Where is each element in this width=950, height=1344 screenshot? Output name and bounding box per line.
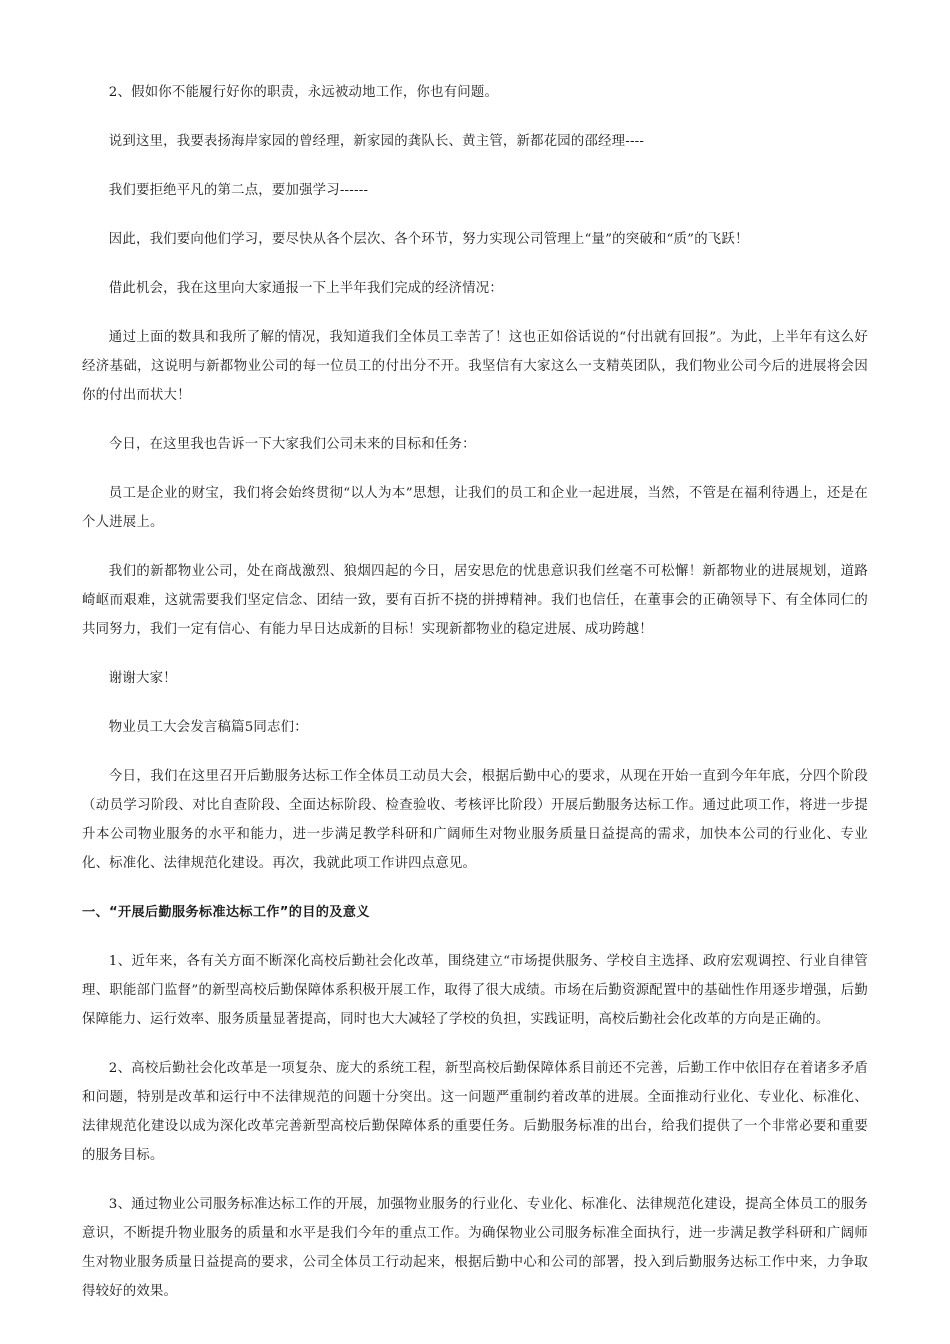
paragraph: 因此，我们要向他们学习，要尽快从各个层次、各个环节，努力实现公司管理上“量”的突破和“质”的飞跃！: [108, 232, 749, 247]
paragraph: 1、近年来，各有关方面不断深化高校后勤社会化改革，围绕建立“市场提供服务、学校自主选择、政府宏观调控、行业自律管理、职能部门监督”的新型高校后勤保障体系积极开展工作，取得了很大成绩。市场在后勤资源配置中的基础性作用逐步增强，后勤保障能力、运行效率、服务质量显著提高，同时也大大减轻了学校的负担，实践证明，高校后勤社会化改革的方向是正确的。: [82, 954, 868, 1027]
paragraph: 物业员工大会发言稿篇5同志们：: [108, 720, 308, 735]
paragraph: 2、假如你不能履行好你的职责，永远被动地工作，你也有问题。: [108, 85, 499, 100]
paragraph: 借此机会，我在这里向大家通报一下上半年我们完成的经济情况：: [108, 281, 503, 296]
paragraph: 今日，在这里我也告诉一下大家我们公司未来的目标和任务：: [108, 437, 476, 452]
paragraph: 2、高校后勤社会化改革是一项复杂、庞大的系统工程，新型高校后勤保障体系目前还不完善，后勤工作中依旧存在着诸多矛盾和问题，特别是改革和运行中不法律规范的问题十分突出。这一问题严重制约着改革的进展。全面推动行业化、专业化、标准化、法律规范化建设以成为深化改革完善新型高校后勤保障体系的重要任务。后勤服务标准的出台，给我们提供了一个非常必要和重要的服务目标。: [82, 1061, 868, 1163]
paragraph: 我们要拒绝平凡的第二点，要加强学习------: [108, 183, 369, 198]
document-page: [82, 78, 868, 1326]
paragraph: 员工是企业的财宝，我们将会始终贯彻“以人为本”思想，让我们的员工和企业一起进展，当然，不管是在福利待遇上，还是在个人进展上。: [82, 486, 868, 530]
section-heading: 一、“开展后勤服务标准达标工作”的目的及意义: [82, 905, 370, 920]
paragraph: 通过上面的数具和我所了解的情况，我知道我们全体员工幸苦了！这也正如俗话说的“付出就有回报”。为此，上半年有这么好经济基础，这说明与新都物业公司的每一位员工的付出分不开。我坚信有大家这么一支精英团队，我们物业公司今后的进展将会因你的付出而状大！: [82, 330, 868, 403]
paragraph: 我们的新都物业公司，处在商战激烈、狼烟四起的今日，居安思危的忧患意识我们丝毫不可松懈！新都物业的进展规划，道路崎岖而艰难，这就需要我们坚定信念、团结一致，要有百折不挠的拼搏精神。我们也信任，在董事会的正确领导下、有全体同仁的共同努力，我们一定有信心、有能力早日达成新的目标！实现新都物业的稳定进展、成功跨越！: [82, 564, 868, 637]
paragraph: 说到这里，我要表扬海岸家园的曾经理，新家园的龚队长、黄主管，新都花园的邵经理----: [108, 134, 645, 149]
paragraph: 谢谢大家！: [108, 671, 177, 686]
paragraph: 3、通过物业公司服务标准达标工作的开展，加强物业服务的行业化、专业化、标准化、法律规范化建设，提高全体员工的服务意识，不断提升物业服务的质量和水平是我们今年的重点工作。为确保物业公司服务标准全面执行，进一步满足教学科研和广阔师生对物业服务质量日益提高的要求，公司全体员工行动起来，根据后勤中心和公司的部署，投入到后勤服务达标工作中来，力争取得较好的效果。: [82, 1197, 868, 1299]
paragraph: 今日，我们在这里召开后勤服务达标工作全体员工动员大会，根据后勤中心的要求，从现在开始一直到今年年底，分四个阶段（动员学习阶段、对比自查阶段、全面达标阶段、检查验收、考核评比阶段）开展后勤服务达标工作。通过此项工作，将进一步提升本公司物业服务的水平和能力，进一步满足教学科研和广阔师生对物业服务质量日益提高的需求，加快本公司的行业化、专业化、标准化、法律规范化建设。再次，我就此项工作讲四点意见。: [82, 769, 868, 871]
